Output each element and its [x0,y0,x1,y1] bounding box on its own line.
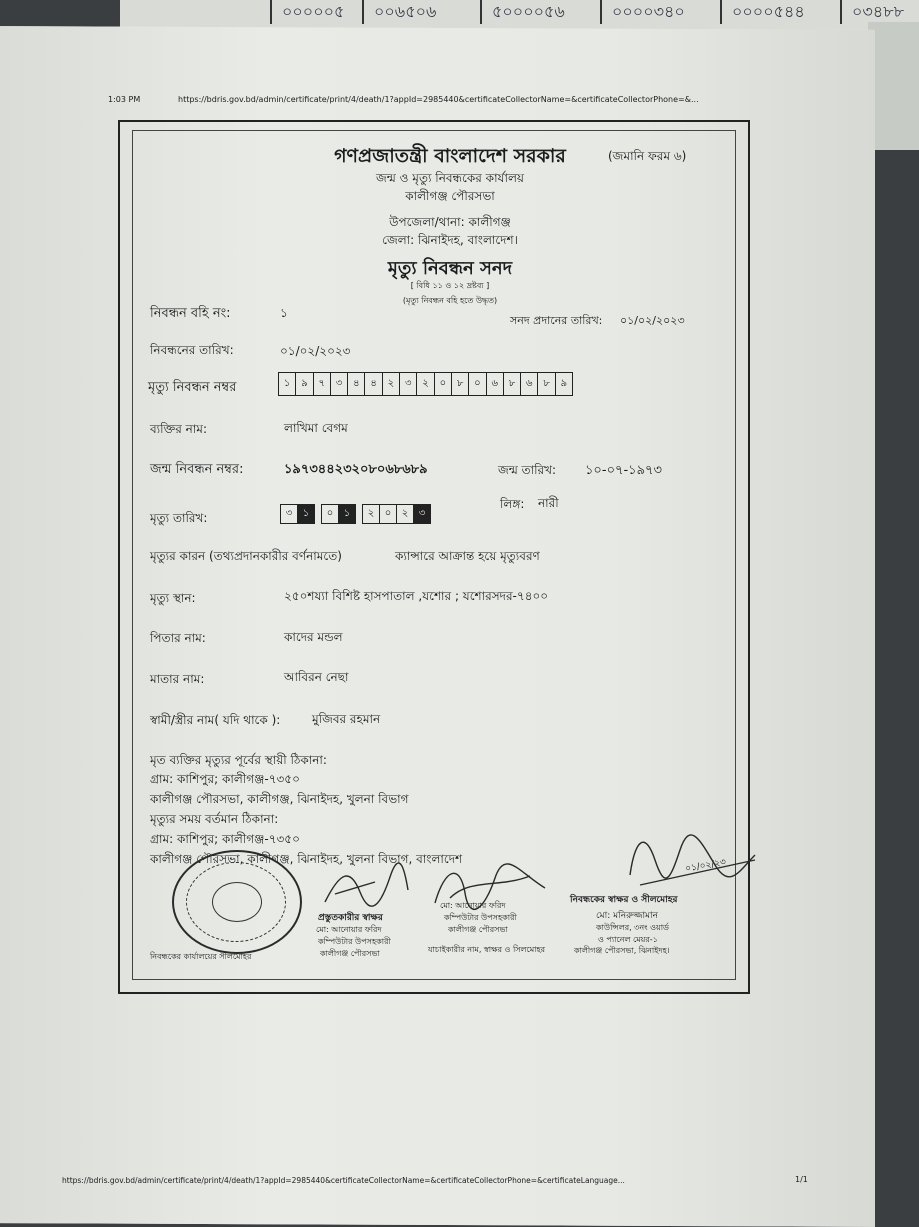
preparer-office: কালীগঞ্জ পৌরসভা [320,949,380,958]
verifier-name: মো: আনোয়ার ফরিদ [440,901,506,910]
print-time: 1:03 PM [108,95,141,104]
birth-registration-no-value: ১৯৭৩৪৪২৩২০৮০৬৮৬৮৯ [284,462,428,477]
digit-box: ০ [380,505,397,523]
digit-box: ২ [363,505,380,523]
registrar-name: মো: মনিরুজ্জামান [596,911,659,921]
ledger-cell: ৫০০০০৫৬ [480,0,565,24]
permanent-address-line2: কালীগঞ্জ পৌরসভা, কালীগঞ্জ, ঝিনাইদহ, খুলনা বিভাগ [150,792,409,806]
father-value: কাদের মন্ডল [284,630,343,644]
digit-box: ১ [298,505,314,523]
death-year-boxes [362,504,431,524]
form-number: (জমানি ফরম ৬) [608,149,687,163]
digit-box: ৬ [487,373,504,395]
name-value: লাখিমা বেগম [284,421,348,435]
ledger-cell: ০০০০৩৪০ [600,0,685,24]
digit-box: ২ [417,373,434,395]
preparer-name: মো: আনোয়ার ফরিদ [316,925,382,934]
death-date-boxes [280,504,431,524]
issue-date-value: ০১/০২/২০২৩ [620,314,685,327]
register-book-label: নিবন্ধন বহি নং: [150,306,231,321]
present-address-line2: কালীগঞ্জ পৌরসভা, কালীগঞ্জ, ঝিনাইদহ, খুলনা বিভাগ, বাংলাদেশ [150,852,463,866]
permanent-address-label: মৃত ব্যক্তির মৃত্যুর পূর্বের স্থায়ী ঠিকানা: [150,753,327,767]
handwritten-date: ০১/০২/২৩ [684,857,727,875]
digit-box: ৩ [331,373,348,395]
digit-box: ৩ [400,373,417,395]
office-name: জন্ম ও মৃত্যু নিবন্ধকের কার্যালয় [376,171,524,185]
spouse-label: স্বামী/স্ত্রীর নাম( যদি থাকে ): [150,713,281,727]
registration-date-value: ০১/০২/২০২৩ [280,344,351,358]
page-count: 1/1 [795,1175,808,1184]
official-seal-icon [172,850,302,954]
digit-box: ৪ [348,373,365,395]
registrar-role-2: ও প্যানেল মেয়র-১ [598,935,658,944]
ledger-cell: ০০০০০৫ [270,0,344,24]
digit-box: ০ [435,373,452,395]
digit-box: ২ [383,373,400,395]
death-month-boxes [321,504,356,524]
registrar-title: নিবন্ধকের স্বাক্ষর ও সীলমোহর [570,895,678,905]
present-address-line1: গ্রাম: কাশিপুর; কালীগঞ্জ-৭৩৫০ [150,832,300,846]
birth-registration-no-label: জন্ম নিবন্ধন নম্বর: [150,462,244,477]
digit-box: ৪ [365,373,382,395]
verifier-caption: যাচাইকারীর নাম, স্বাক্ষর ও সিলমোহর [428,945,546,954]
digit-box: ১ [279,373,296,395]
digit-box: ০ [322,505,339,523]
digit-box: ০ [469,373,486,395]
death-day-boxes [280,504,315,524]
extract-note: (মৃত্যু নিবন্ধন বহি হতে উদ্ধৃত) [402,296,498,305]
ledger-cell: ০০৬৫০৬ [362,0,436,24]
name-label: ব্যক্তির নাম: [150,422,208,436]
permanent-address-line1: গ্রাম: কাশিপুর; কালীগঞ্জ-৭৩৫০ [150,772,300,786]
digit-box: ৮ [452,373,469,395]
death-registration-no-label: মৃত্যু নিবন্ধন নম্বর [148,380,237,395]
gender-value: নারী [538,496,559,510]
ledger-cell: ০৩৪৮৮ [840,0,904,24]
death-place-label: মৃত্যু স্থান: [150,591,196,605]
registration-date-label: নিবন্ধনের তারিখ: [150,343,234,357]
preparer-role: কম্পিউটার উপসহকারী [318,937,391,946]
certificate-title: মৃত্যু নিবন্ধন সনদ [387,258,513,279]
registrar-role: কাউন্সিলর, ৩নং ওয়ার্ড [596,923,669,932]
digit-box: ৯ [296,373,313,395]
digit-box: ৮ [538,373,555,395]
digit-box: ২ [397,505,414,523]
spouse-value: মুজিবর রহমান [312,712,381,726]
rule-reference: [ বিধি ১১ ও ১২ দ্রষ্টব্য ] [410,281,490,290]
digit-box: ৩ [414,505,430,523]
death-date-label: মৃত্যু তারিখ: [150,511,208,525]
digit-box: ৬ [521,373,538,395]
digit-box: ৮ [504,373,521,395]
verifier-office: কালীগঞ্জ পৌরসভা [448,925,508,934]
government-title: গণপ্রজাতন্ত্রী বাংলাদেশ সরকার [334,145,566,167]
digit-box: ৭ [314,373,331,395]
mother-value: আবিরন নেছা [284,670,349,684]
preparer-title: প্রস্তুতকারীর স্বাক্ষর [318,913,383,923]
verifier-role: কম্পিউটার উপসহকারী [444,913,517,922]
death-registration-no-boxes [278,372,573,396]
birth-date-value: ১০-০৭-১৯৭৩ [585,463,662,478]
register-book-value: ১ [280,306,288,320]
digit-box: ৯ [560,378,568,389]
present-address-label: মৃত্যুর সময় বর্তমান ঠিকানা: [150,812,279,826]
print-url-footer: https://bdris.gov.bd/admin/certificate/print/4/death/1?appId=2985440&certificateCollectorName=&certificateCollectorPhone=&certificateLanguage... [62,1176,625,1185]
ledger-cell: ০০০০৫৪৪ [720,0,805,24]
seal-label: নিবন্ধকের কার্যালয়ের সীলমোহর [150,952,252,961]
death-place-value: ২৫০শয্যা বিশিষ্ট হাসপাতাল ,যশোর ; যশোরসদর-৭৪০০ [284,589,549,603]
birth-date-label: জন্ম তারিখ: [498,463,557,477]
death-cause-label: মৃত্যুর কারন (তথ্যপ্রদানকারীর বর্ণনামতে) [150,549,342,563]
mother-label: মাতার নাম: [150,672,205,686]
preparer-signature-icon [320,862,410,912]
zila-line: জেলা: ঝিনাইদহ, বাংলাদেশ। [382,233,518,247]
digit-box: ১ [339,505,355,523]
father-label: পিতার নাম: [150,631,206,645]
digit-box: ৩ [281,505,298,523]
print-url-header: https://bdris.gov.bd/admin/certificate/print/4/death/1?appId=2985440&certificateCollectorName=&certificateCollectorPhone=&... [178,95,699,104]
death-cause-value: ক্যান্সারে আক্রান্ত হয়ে মৃত্যুবরণ [395,549,540,563]
paurashava-name: কালীগঞ্জ পৌরসভা [405,189,495,203]
issue-date-label: সনদ প্রদানের তারিখ: [510,314,603,327]
gender-label: লিঙ্গ: [500,497,525,511]
registrar-office: কালীগঞ্জ পৌরসভা, ঝিনাইদহ। [574,946,670,955]
upazila-line: উপজেলা/থানা: কালীগঞ্জ [389,215,511,229]
background-side-sheet [868,22,919,150]
